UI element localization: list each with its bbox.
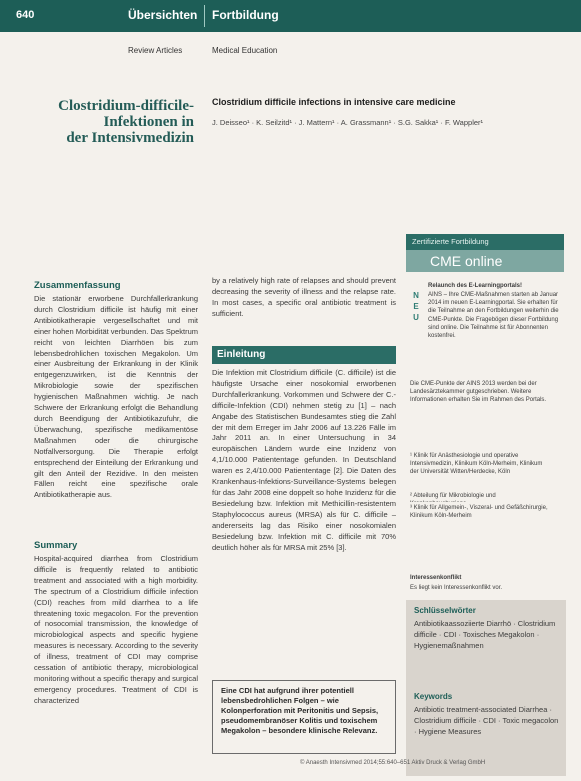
einleitung-text: Die Infektion mit Clostridium difficile (C. difficile) ist die häufigste Ursache einer nosokomial erworbenen Durchfallerkrankung. Vorkommen und Schwere der C.-difficile-Infektion (CDI) nehmen stetig zu [1] – nach Angabe des Statistischen Bundesamtes stieg die Zahl der mit dem Erreger im Jahr 2006 auf 13.226 Fälle im Jahr 2011 an. In einer Untersuchung in 34 europäischen Ländern wurde eine Inzidenz von 4,1/10.000 Patiententage gefunden. In Deutschland waren es 2,4/10.000 Patiententage [2]. Die Daten des Krankenhaus-Infektions-Surveillance-Systems belegen für das Jahr 2008 eine doppelt so hohe Inzidenz für die Besiedelung bzw. Infektion mit Methicillin-resistentem Staphylococcus aureus (MRSA) als für C. difficile – andererseits lag das Risiko einer nosokomialen Besiedelung bzw. Infektion mit C. difficile mit 70% deutlich höher als für MRSA mit 25% [3].	[212, 368, 396, 552]
breadcrumb-education: Medical Education	[212, 46, 278, 55]
neu-badge	[410, 290, 422, 323]
breadcrumb-review: Review Articles	[128, 46, 183, 55]
affiliation: ¹ Klinik für Anästhesiologie und operative Intensivmedizin, Klinikum Köln-Merheim, Klinikum der Universität Witten/Herdecke, Köln	[410, 453, 543, 476]
title-english: Clostridium difficile infections in intensive care medicine	[212, 97, 456, 107]
footer-citation: © Anaesth Intensivmed 2014;55:640–651 Aktiv Druck & Verlag GmbH	[300, 760, 486, 766]
conflict-text: Es liegt kein Interessenkonflikt vor.	[410, 585, 503, 591]
summary-heading: Summary	[34, 540, 78, 551]
neu-letter: N	[413, 291, 419, 300]
cme-bar: Zertifizierte Fortbildung	[406, 234, 564, 250]
keywords-de-heading: Schlüsselwörter	[414, 606, 476, 615]
title-german-line: Clostridium-difficile-	[58, 98, 194, 114]
affiliation: ² Abteilung für Mikrobiologie und	[410, 493, 496, 499]
zusammenfassung-text: Die stationär erworbene Durchfallerkrankung durch Clostridium difficile ist häufig mit einer Antibiotikatherapie vergesellschaftet und mit einer hohen Morbidität verbunden. Das Spektrum reicht von leichten Diarrhöen bis zum lebensbedrohlichen toxischen Megakolon. Um einer Ausbreitung der Erkrankung in der Klinik entgegenzuwirken, ist die Kenntnis der Mikrobiologie sowie der spezifischen hygienischen Maßnahmen wichtig. Je nach Schwere der Erkrankung erfolgt die Behandlung durch Beendigung der Antibiotikazufuhr, die Überwachung, spezifische medikamentöse Maßnahmen oder die chirurgische Notfallversorgung. Die Therapie erfolgt entsprechend der Einteilung der Erkrankung und gilt den Anteil der Rezidive. In den meisten Fällen reicht eine spezifische orale Antibiotikatherapie aus.	[34, 294, 198, 500]
header-band	[0, 0, 581, 32]
cme-text: AINS – Ihre CME-Maßnahmen starten ab Januar 2014 im neuen E-Learningportal. Sie erhalten für die Teilnahme an den Fortbildungen weiterhin die CME-Punkte. Die Fragebögen dieser Fortbildung sind online. Die Teilnahme ist für Abonnenten kostenfrei.	[428, 292, 559, 340]
affiliation: ³ Klinik für Allgemein-, Viszeral- und Gefäßchirurgie, Klinikum Köln-Merheim	[410, 505, 548, 520]
page-number: 640	[16, 9, 35, 21]
title-german-line: Infektionen in	[103, 114, 194, 130]
cme-heading: Relaunch des E-Learningportals!	[428, 283, 523, 289]
title-german	[30, 98, 194, 146]
highlight-box: Eine CDI hat aufgrund ihrer potentiell lebensbedrohlichen Folgen – wie Kolonperforation mit Peritonitis und Sepsis, pseudomembranöser Kolitis und toxischem Megakolon – besondere klinische Relevanz.	[212, 680, 396, 754]
keywords-en-text: Antibiotic treatment-associated Diarrhea · Clostridium difficile · CDI · Toxic megacolon · Hygiene Measures	[414, 705, 559, 736]
cme-text-2: Die CME-Punkte der AINS 2013 werden bei der Landesärztekammer gutgeschrieben. Weitere Informationen erhalten Sie im Rahmen des Portals.	[410, 381, 547, 404]
summary-text: Hospital-acquired diarrhea from Clostridium difficile is frequently related to antibiotic treatment and associated with a high morbidity. The spectrum of a Clostridium difficile infection (CDI) reaches from mild diarrhea to a life threatening toxic megacolon. For the prevention of nosocomial transmission, the knowledge of microbiological aspects and specific hygiene measures is necessary. According to the severity of illness, treatment of CDI may comprise cessation of antibiotic therapy, microbiological monitoring without a specific therapy and surgical emergency procedures. Treatment of CDI is characterized	[34, 554, 198, 705]
neu-letter: E	[413, 302, 419, 311]
keywords-box	[406, 600, 566, 776]
title-german-line: der Intensivmedizin	[66, 130, 194, 146]
zusammenfassung-heading: Zusammenfassung	[34, 280, 121, 291]
cme-title: CME online	[406, 250, 564, 272]
keywords-de-text: Antibiotikaassoziierte Diarrhö · Clostridium difficile · CDI · Toxisches Megakolon · Hygienemaßnahmen	[414, 619, 556, 650]
section-label: Übersichten	[128, 8, 198, 22]
einleitung-heading: Einleitung	[212, 346, 396, 364]
subsection-label: Fortbildung	[212, 8, 279, 22]
conflict-heading: Interessenkonflikt	[410, 575, 462, 581]
neu-letter: U	[413, 313, 419, 322]
abstract-continuation: by a relatively high rate of relapses and should prevent decreasing the severity of illness and the relapse rate. In most cases, a specific oral antibiotic treatment is sufficient.	[212, 276, 396, 318]
header-divider	[204, 5, 205, 27]
author-list: J. Deisseo¹ · K. Seilzitd¹ · J. Mattern¹ · A. Grassmann¹ · S.G. Sakka¹ · F. Wappler¹	[212, 118, 484, 127]
keywords-en-heading: Keywords	[414, 692, 453, 701]
